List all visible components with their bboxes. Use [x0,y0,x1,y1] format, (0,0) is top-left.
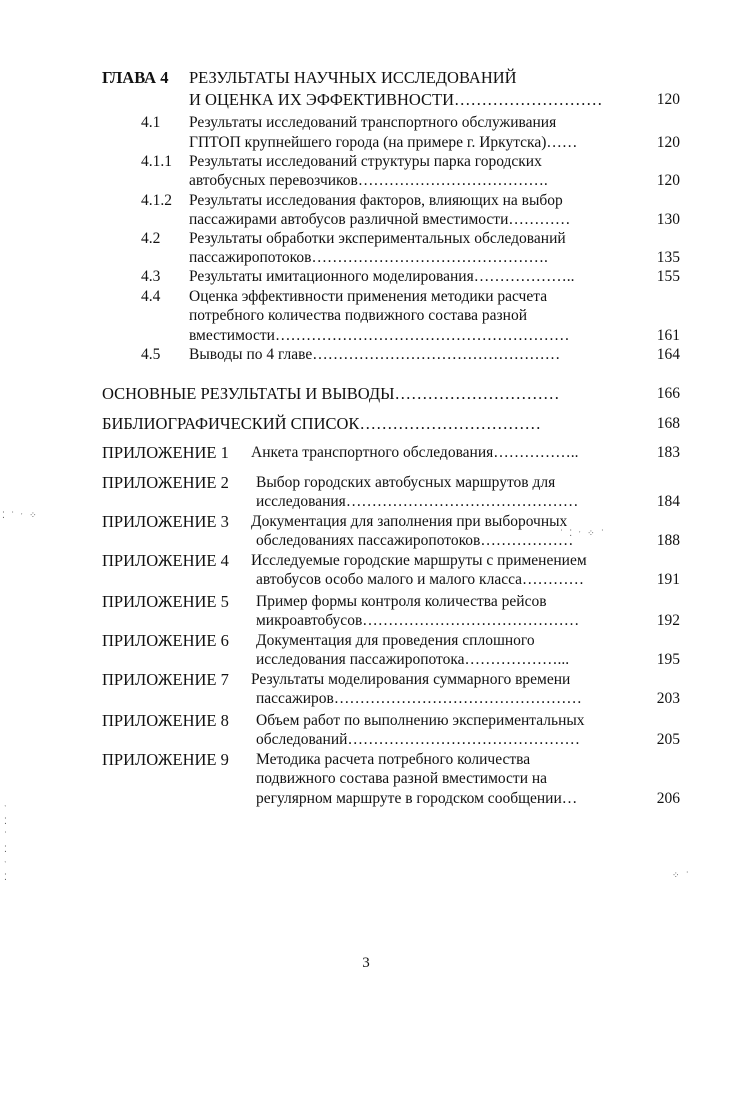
appendix-title: Объем работ по выполнению экспериментальных [256,712,585,729]
chapter-title-line2: И ОЦЕНКА ИХ ЭФФЕКТИВНОСТИ……………………… [189,90,603,109]
appendix-page: 191 [656,571,680,588]
appendix-title: Документация для проведения сплошного [256,632,535,649]
appendix-title: микроавтобусов…………………………………… [256,612,580,629]
appendix-title: подвижного состава разной вместимости на [256,770,548,787]
toc-section-title: пассажирами автобусов различной вместимости………… [189,211,571,228]
appendix-page: 192 [656,612,680,629]
toc-conclusions: ОСНОВНЫЕ РЕЗУЛЬТАТЫ И ВЫВОДЫ………………………… [102,384,560,403]
toc-section-title: вместимости………………………………………………… [189,327,570,344]
appendix-title: обследований……………………………………… [256,731,580,748]
appendix-label: ПРИЛОЖЕНИЕ 1 [102,443,229,462]
toc-section-title: пассажиропотоков………………………………………. [189,249,548,266]
toc-section-page: 120 [656,134,680,151]
appendix-label: ПРИЛОЖЕНИЕ 4 [102,551,229,570]
scan-noise: ˑ ⁚ ˙ ⁚ ˑ ⁚ [4,802,9,882]
appendix-page: 206 [656,790,680,807]
toc-section-number: 4.1.2 [141,192,172,209]
toc-section-number: 4.3 [141,268,161,285]
appendix-title: Анкета транспортного обследования…………….. [251,444,579,461]
toc-section-page: 120 [656,172,680,189]
appendix-label: ПРИЛОЖЕНИЕ 3 [102,512,229,531]
toc-section-number: 4.1.1 [141,153,172,170]
chapter-label: ГЛАВА 4 [102,68,169,87]
appendix-title: исследования……………………………………… [256,493,579,510]
appendix-label: ПРИЛОЖЕНИЕ 6 [102,631,229,650]
appendix-title: автобусов особо малого и малого класса………… [256,571,585,588]
appendix-title: пассажиров………………………………………… [256,690,582,707]
toc-section-number: 4.5 [141,346,161,363]
toc-section-title: Результаты исследований структуры парка городских [189,153,542,170]
scan-noise: ⁘ ˙ [672,870,691,880]
appendix-page: 205 [656,731,680,748]
appendix-title: исследования пассажиропотока………………... [256,651,570,668]
appendix-title: Пример формы контроля количества рейсов [256,593,547,610]
appendix-title: Результаты моделирования суммарного времени [251,671,571,688]
appendix-page: 188 [656,532,680,549]
toc-section-title: Результаты исследования факторов, влияющих на выбор [189,192,563,209]
toc-bibliography: БИБЛИОГРАФИЧЕСКИЙ СПИСОК…………………………… [102,414,541,433]
toc-bibliography-page: 168 [656,415,680,432]
appendix-label: ПРИЛОЖЕНИЕ 2 [102,473,229,492]
appendix-page: 203 [656,690,680,707]
toc-section-title: автобусных перевозчиков………………………………. [189,172,548,189]
appendix-label: ПРИЛОЖЕНИЕ 8 [102,711,229,730]
page-number: 3 [362,955,370,971]
toc-section-number: 4.1 [141,114,161,131]
chapter-title-line1: РЕЗУЛЬТАТЫ НАУЧНЫХ ИССЛЕДОВАНИЙ [189,68,517,87]
appendix-page: 195 [656,651,680,668]
appendix-page: 184 [656,493,680,510]
toc-section-title: Выводы по 4 главе………………………………………… [189,346,561,363]
toc-section-page: 135 [656,249,680,266]
scan-noise: ⁚ ˙ ˑ ⁘ [2,510,39,520]
appendix-label: ПРИЛОЖЕНИЕ 9 [102,750,229,769]
toc-section-title: Результаты исследований транспортного обслуживания [189,114,557,131]
chapter-page: 120 [656,91,680,108]
appendix-label: ПРИЛОЖЕНИЕ 7 [102,670,229,689]
appendix-title: Выбор городских автобусных маршрутов для [256,474,556,491]
toc-section-number: 4.4 [141,288,161,305]
toc-section-page: 161 [656,327,680,344]
toc-section-title: потребного количества подвижного состава разной [189,307,528,324]
appendix-title: регулярном маршруте в городском сообщении… [256,790,578,807]
appendix-title: обследованиях пассажиропотоков……………… [256,532,574,549]
toc-conclusions-page: 166 [656,385,680,402]
toc-section-title: Результаты имитационного моделирования……………….. [189,268,575,285]
appendix-label: ПРИЛОЖЕНИЕ 5 [102,592,229,611]
toc-section-number: 4.2 [141,230,161,247]
toc-section-page: 164 [656,346,680,363]
toc-section-title: Оценка эффективности применения методики расчета [189,288,548,305]
toc-section-title: Результаты обработки экспериментальных обследований [189,230,566,247]
toc-section-page: 130 [656,211,680,228]
appendix-title: Исследуемые городские маршруты с применением [251,552,587,569]
appendix-page: 183 [656,444,680,461]
toc-section-title: ГПТОП крупнейшего города (на примере г. Иркутска)…… [189,134,578,151]
appendix-title: Методика расчета потребного количества [256,751,531,768]
scan-noise: ˙ ⁚ ˑ ⁘ ˙ [560,528,606,538]
toc-section-page: 155 [656,268,680,285]
appendix-title: Документация для заполнения при выборочных [251,513,568,530]
